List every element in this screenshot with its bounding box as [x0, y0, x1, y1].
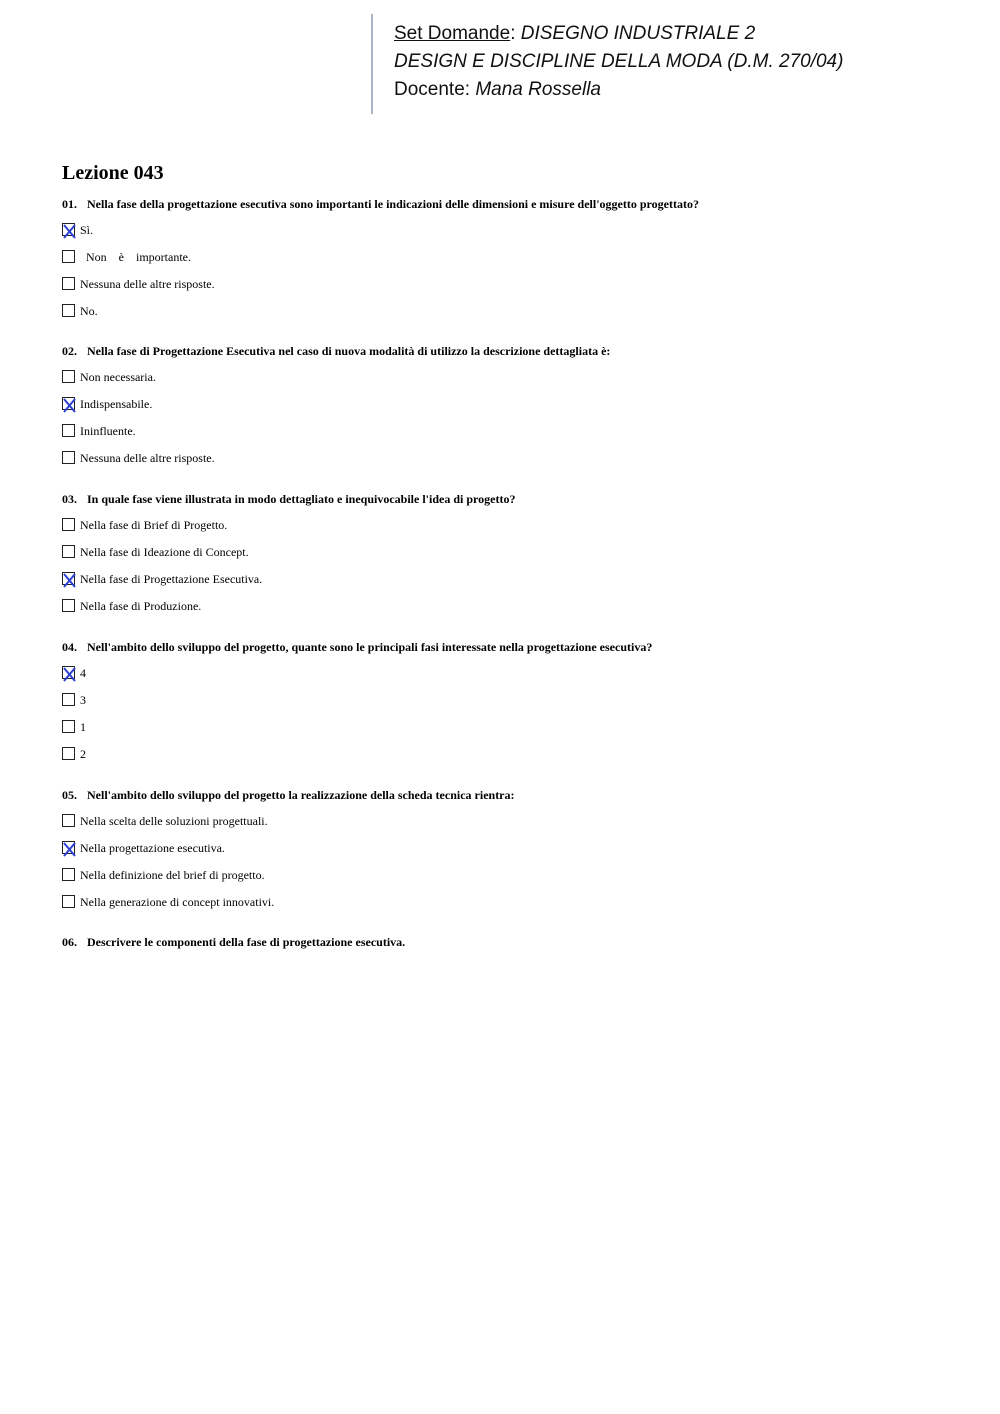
- answer-label: 3: [80, 693, 86, 707]
- set-label: Set Domande: [394, 23, 511, 44]
- answer-label: Nella fase di Ideazione di Concept.: [80, 545, 249, 559]
- question-body: Nell'ambito dello sviluppo del progetto, quante sono le principali fasi interessate nella progettazione esecutiva?: [87, 640, 653, 654]
- question-body: In quale fase viene illustrata in modo dettagliato e inequivocabile l'idea di progetto?: [87, 492, 516, 506]
- course-title-line1: DISEGNO INDUSTRIALE 2: [520, 23, 756, 44]
- question-body: Nella fase di Progettazione Esecutiva nel caso di nuova modalità di utilizzo la descrizione dettagliata è:: [87, 344, 611, 358]
- answer-label: Ininfluente.: [80, 424, 136, 438]
- answer-checkbox[interactable]: [62, 599, 75, 612]
- answer-label: Nessuna delle altre risposte.: [80, 277, 215, 291]
- question-text: [62, 787, 962, 803]
- question-4: [62, 639, 962, 761]
- answer-checkbox[interactable]: [62, 424, 75, 437]
- answer-label: 2: [80, 747, 86, 761]
- answer-checkbox[interactable]: [62, 868, 75, 881]
- answer-checkbox[interactable]: [62, 370, 75, 383]
- question-text: [62, 196, 962, 212]
- answer-label: Non necessaria.: [80, 370, 156, 384]
- answer-label: Indispensabile.: [80, 397, 153, 411]
- answer-checkbox[interactable]: [62, 277, 75, 290]
- answer-checkbox[interactable]: [62, 545, 75, 558]
- check-x-icon: [62, 573, 77, 588]
- question-number: 06.: [62, 935, 77, 949]
- question-body: Nella fase della progettazione esecutiva sono importanti le indicazioni delle dimensioni e misure dell'oggetto progettato?: [87, 197, 699, 211]
- question-5: [62, 787, 962, 909]
- course-title-line2: DESIGN E DISCIPLINE DELLA MODA (D.M. 270/04): [394, 51, 844, 72]
- answer-checkbox[interactable]: [62, 693, 75, 706]
- check-x-icon: [62, 398, 77, 413]
- question-number: 03.: [62, 492, 77, 506]
- answer-label: Nella progettazione esecutiva.: [80, 841, 225, 855]
- answer-checkbox[interactable]: [62, 451, 75, 464]
- answer-checkbox[interactable]: [62, 518, 75, 531]
- lesson-title: Lezione 043: [62, 162, 164, 184]
- question-number: 05.: [62, 788, 77, 802]
- teacher-label: Docente:: [394, 79, 476, 100]
- question-number: 02.: [62, 344, 77, 358]
- question-1: [62, 196, 962, 318]
- question-6: [62, 934, 962, 950]
- answer-label: Nella generazione di concept innovativi.: [80, 895, 275, 909]
- answer-checkbox[interactable]: [62, 720, 75, 733]
- question-body: Descrivere le componenti della fase di progettazione esecutiva.: [87, 935, 406, 949]
- question-text: [62, 934, 962, 950]
- answer-checkbox[interactable]: [62, 895, 75, 908]
- answer-label: Nessuna delle altre risposte.: [80, 451, 215, 465]
- answer-label: Sì.: [80, 223, 94, 237]
- question-text: [62, 639, 962, 655]
- answer-label: Nella fase di Brief di Progetto.: [80, 518, 228, 532]
- question-number: 04.: [62, 640, 77, 654]
- answer-label: 4: [80, 666, 86, 680]
- question-2: [62, 343, 962, 465]
- question-body: Nell'ambito dello sviluppo del progetto la realizzazione della scheda tecnica rientra:: [87, 788, 515, 802]
- document-header: [371, 14, 933, 114]
- answer-checkbox[interactable]: [62, 747, 75, 760]
- header-teacher-line: [394, 79, 601, 101]
- question-3: [62, 491, 962, 613]
- question-text: [62, 491, 962, 507]
- question-text: [62, 343, 962, 359]
- answer-label: Non è importante.: [80, 250, 191, 264]
- answer-label: 1: [80, 720, 86, 734]
- check-x-icon: [62, 667, 77, 682]
- set-colon: :: [510, 23, 521, 44]
- answer-label: Nella scelta delle soluzioni progettuali.: [80, 814, 268, 828]
- header-set-line: [394, 23, 755, 45]
- answer-label: No.: [80, 304, 98, 318]
- answer-checkbox[interactable]: [62, 250, 75, 263]
- answer-label: Nella fase di Progettazione Esecutiva.: [80, 572, 263, 586]
- teacher-name: Mana Rossella: [475, 79, 601, 100]
- answer-label: Nella fase di Produzione.: [80, 599, 202, 613]
- check-x-icon: [62, 842, 77, 857]
- answer-checkbox[interactable]: [62, 304, 75, 317]
- answer-checkbox[interactable]: [62, 814, 75, 827]
- answer-label: Nella definizione del brief di progetto.: [80, 868, 265, 882]
- check-x-icon: [62, 224, 77, 239]
- question-number: 01.: [62, 197, 77, 211]
